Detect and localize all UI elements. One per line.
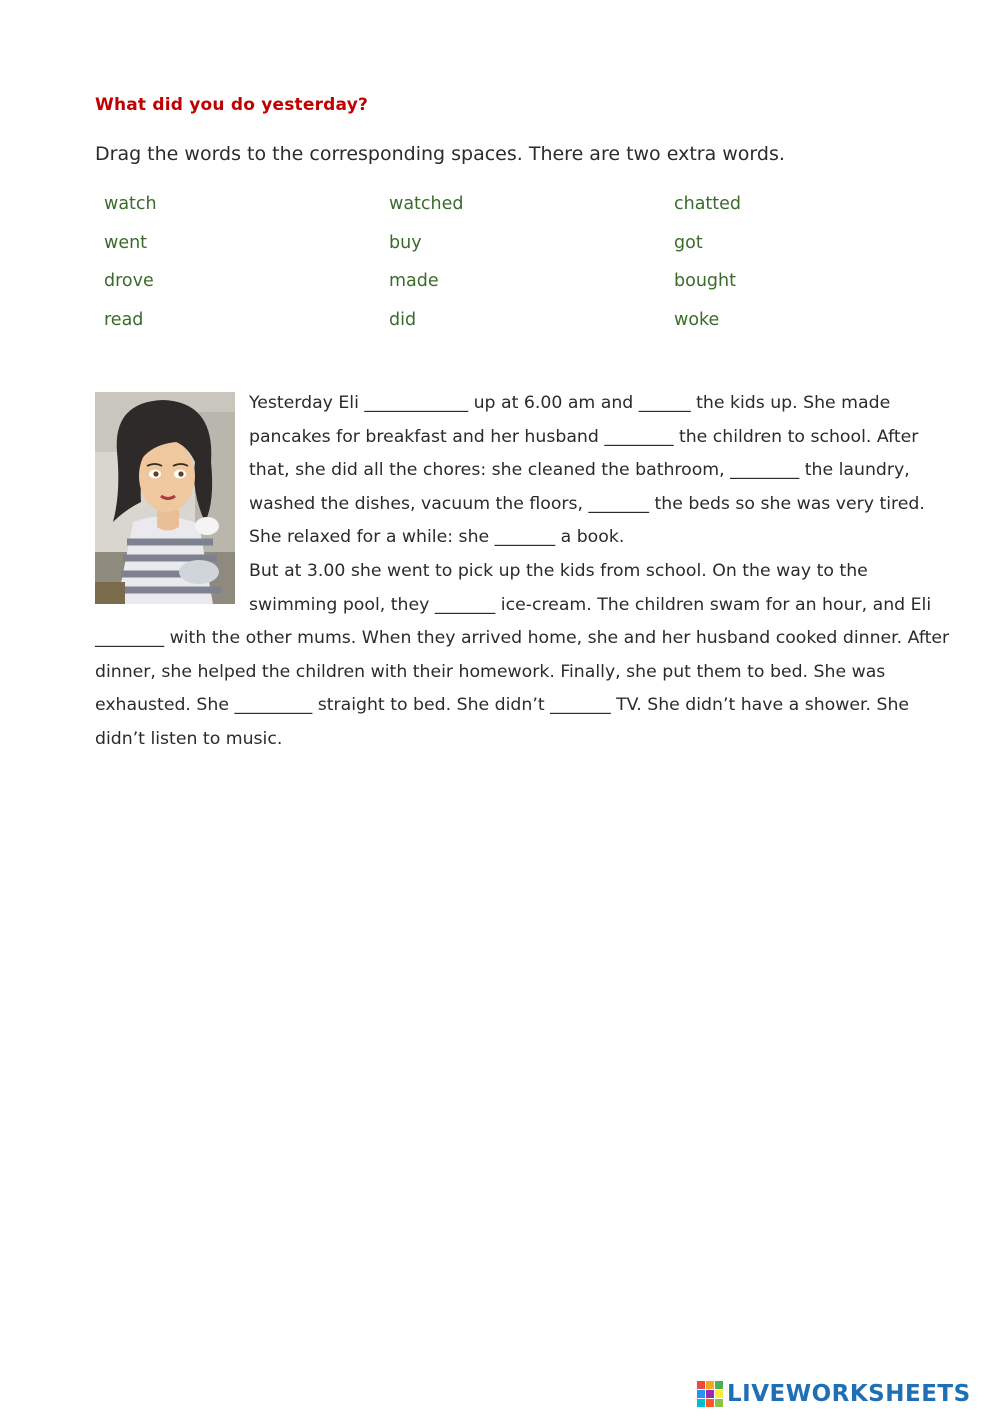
answer-blank[interactable]: _______: [434, 594, 496, 615]
draggable-word[interactable]: read: [104, 309, 144, 330]
answer-blank[interactable]: ________: [95, 628, 165, 649]
logo-blocks-icon: [697, 1381, 723, 1407]
answer-blank[interactable]: _______: [550, 695, 611, 716]
answer-blank[interactable]: _______: [588, 493, 649, 514]
answer-blank[interactable]: _______: [494, 527, 556, 548]
draggable-word[interactable]: chatted: [674, 194, 742, 214]
instructions: Drag the words to the corresponding spaces. There are two extra words.: [95, 143, 785, 165]
draggable-word[interactable]: watched: [389, 194, 464, 214]
draggable-word[interactable]: drove: [104, 271, 154, 291]
word-bank: [104, 190, 964, 344]
liveworksheets-logo: [697, 1379, 971, 1409]
draggable-word[interactable]: made: [389, 271, 439, 291]
draggable-word[interactable]: went: [104, 232, 148, 253]
story-paragraph-2: But at 3.00 she went to pick up the kids from school. On the way to the swimming pool, they _______ ice-cream. The children swam for an hour, and Eli ________ with the other mums. When they arrived home, she and her husband cooked dinner. After dinner, she helped the children with their homework. Finally, she put them to bed. She was exhausted. She _________ straight to bed. She didn’t _______ TV. She didn’t have a shower. She didn’t listen to music.: [95, 560, 950, 749]
story-text: [95, 387, 955, 757]
draggable-word[interactable]: got: [674, 232, 703, 253]
answer-blank[interactable]: ____________: [364, 393, 469, 413]
answer-blank[interactable]: _________: [234, 695, 313, 716]
draggable-word[interactable]: woke: [674, 309, 720, 330]
draggable-word[interactable]: bought: [674, 271, 736, 291]
draggable-word[interactable]: buy: [389, 232, 422, 253]
answer-blank[interactable]: ______: [638, 393, 691, 413]
answer-blank[interactable]: ________: [730, 460, 800, 481]
story-paragraph-1: Yesterday Eli ____________ up at 6.00 am and ______ the kids up. She made pancakes for breakfast and her husband ________ the children to school. After that, she did all the chores: she cleaned the bathroom, ________ the laundry, washed the dishes, vacuum the floors, _______ the beds so she was very tired. She relaxed for a while: she _______ a book.: [249, 393, 925, 548]
worksheet-title: What did you do yesterday?: [95, 95, 369, 115]
logo-text: LIVEWORKSHEETS: [727, 1381, 971, 1407]
draggable-word[interactable]: did: [389, 309, 417, 330]
draggable-word[interactable]: watch: [104, 194, 157, 214]
answer-blank[interactable]: ________: [604, 426, 674, 447]
